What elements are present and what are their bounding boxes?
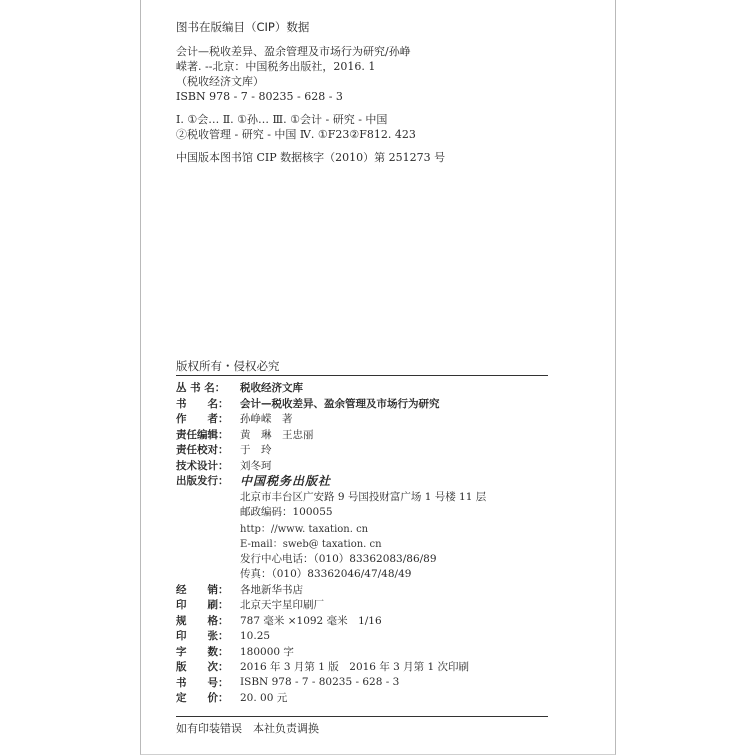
divider-bottom	[176, 716, 548, 717]
field-label: 印 刷：	[176, 599, 229, 612]
field-label: 责任编辑：	[176, 428, 229, 441]
cip-verification: 中国版本图书馆 CIP 数据核字（2010）第 251273 号	[176, 151, 446, 164]
field-label: 书 号：	[176, 676, 229, 689]
field-label: 作 者：	[176, 413, 229, 426]
publisher-website: http：//www. taxation. cn	[240, 523, 369, 535]
sheets: 10.25	[240, 629, 271, 642]
field-label: 字 数：	[176, 645, 229, 658]
cip-line: 嵘著. --北京：中国税务出版社，2016. 1	[176, 60, 376, 73]
publisher-logo: 中国税务出版社	[240, 474, 332, 489]
colophon-row-edition	[176, 659, 596, 675]
price: 20. 00 元	[240, 692, 288, 705]
colophon-row-proofreader	[176, 442, 596, 458]
cip-title: 图书在版编目（CIP）数据	[176, 20, 310, 34]
publisher-fax: 传真：（010）83362046/47/48/49	[240, 568, 412, 581]
misprint-notice: 如有印装错误 本社负责调换	[176, 722, 319, 735]
word-count: 180000 字	[240, 645, 294, 658]
colophon-row-isbn	[176, 675, 596, 691]
colophon-row-series	[176, 380, 596, 396]
copyright-notice: 版权所有・侵权必究	[176, 359, 280, 373]
cip-classification: Ⅰ. ①会… Ⅱ. ①孙… Ⅲ. ①会计 - 研究 - 中国	[176, 113, 388, 126]
book-title: 会计—税收差异、盈余管理及市场行为研究	[240, 397, 440, 410]
field-label: 定 价：	[176, 692, 229, 705]
colophon-row-title	[176, 396, 596, 412]
field-label: 版 次：	[176, 661, 229, 674]
publisher-postcode: 邮政编码：100055	[240, 506, 333, 519]
printer: 北京天宇星印刷厂	[240, 599, 324, 612]
colophon-row-word-count	[176, 644, 596, 660]
author: 孙峥嵘 著	[240, 413, 293, 426]
cip-classification: ②税收管理 - 研究 - 中国 Ⅳ. ①F23②F812. 423	[176, 128, 416, 141]
publisher-phone: 发行中心电话：（010）83362083/86/89	[240, 552, 437, 565]
edition: 2016 年 3 月第 1 版 2016 年 3 月第 1 次印刷	[240, 661, 470, 674]
field-label: 印 张：	[176, 630, 229, 643]
colophon-row-editor	[176, 427, 596, 443]
cip-block	[176, 20, 596, 165]
field-label: 丛 书 名：	[176, 382, 226, 395]
colophon	[176, 380, 596, 706]
colophon-row-price	[176, 690, 596, 706]
publisher-address: 北京市丰台区广安路 9 号国投财富广场 1 号楼 11 层	[240, 490, 487, 503]
designer: 刘冬珂	[240, 459, 272, 472]
cip-line: 会计—税收差异、盈余管理及市场行为研究/孙峥	[176, 45, 411, 58]
cip-line: （税收经济文库）	[176, 75, 264, 88]
distributor: 各地新华书店	[240, 583, 303, 596]
proofreader: 于 玲	[240, 444, 272, 457]
series-name: 税收经济文库	[240, 382, 303, 395]
colophon-row-designer	[176, 458, 596, 474]
field-label: 责任校对：	[176, 444, 229, 457]
colophon-row-sheets	[176, 628, 596, 644]
colophon-row-distributor	[176, 582, 596, 598]
isbn: ISBN 978 - 7 - 80235 - 628 - 3	[240, 676, 400, 689]
field-label: 规 格：	[176, 614, 229, 627]
field-label: 出版发行：	[176, 475, 229, 488]
colophon-row-author	[176, 411, 596, 427]
editor: 黄 琳 王忠丽	[240, 428, 314, 441]
cip-line: ISBN 978 - 7 - 80235 - 628 - 3	[176, 90, 343, 103]
colophon-row-printer	[176, 597, 596, 613]
divider-top	[176, 375, 548, 376]
publisher-email: E-mail：sweb@ taxation. cn	[240, 539, 382, 551]
format: 787 毫米 ×1092 毫米 1/16	[240, 614, 382, 627]
colophon-row-publisher	[176, 473, 596, 489]
field-label: 经 销：	[176, 583, 229, 596]
field-label: 技术设计：	[176, 459, 229, 472]
field-label: 书 名：	[176, 397, 229, 410]
colophon-row-format	[176, 613, 596, 629]
